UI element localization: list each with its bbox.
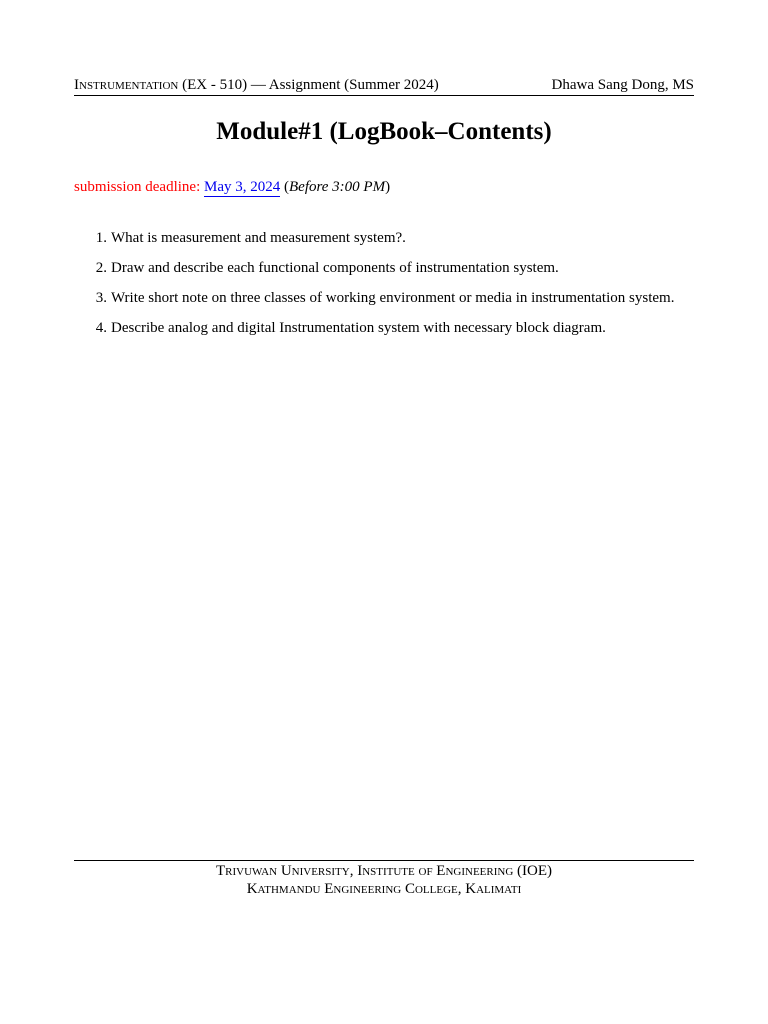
list-item-number: 2.	[95, 260, 107, 276]
footer-college: Kathmandu Engineering College, Kalimati	[246, 881, 522, 897]
deadline-label: submission deadline:	[74, 179, 204, 195]
deadline-date-link[interactable]: May 3, 2024	[204, 179, 281, 195]
list-item-number: 3.	[95, 290, 107, 306]
list-item-text: What is measurement and measurement system?.	[111, 230, 406, 246]
header-course-code: (EX - 510) — Assignment (Summer 2024)	[178, 77, 439, 93]
list-item-number: 4.	[95, 320, 107, 336]
list-item	[74, 319, 694, 337]
deadline-close-paren: )	[385, 179, 391, 195]
list-item	[74, 229, 694, 247]
header-course-info	[74, 76, 439, 95]
list-item-number: 1.	[95, 230, 107, 246]
list-item	[74, 289, 694, 307]
list-item-text: Describe analog and digital Instrumentation system with necessary block diagram.	[111, 320, 606, 336]
page-title: Module#1 (LogBook–Contents)	[216, 118, 552, 145]
footer-university: Trivuwan University, Institute of Engineering (IOE)	[215, 863, 553, 879]
deadline-open-paren: (	[280, 179, 289, 195]
footer-divider	[74, 860, 694, 861]
header-course-name: Instrumentation	[74, 77, 179, 93]
submission-deadline	[74, 178, 390, 196]
task-list	[74, 229, 694, 349]
header-author: Dhawa Sang Dong, MS	[551, 77, 694, 93]
list-item-text: Draw and describe each functional components of instrumentation system.	[111, 260, 559, 276]
page-header	[74, 76, 694, 96]
deadline-time: Before 3:00 PM	[289, 179, 386, 195]
list-item	[74, 259, 694, 277]
list-item-text: Write short note on three classes of working environment or media in instrumentation system.	[111, 290, 675, 306]
